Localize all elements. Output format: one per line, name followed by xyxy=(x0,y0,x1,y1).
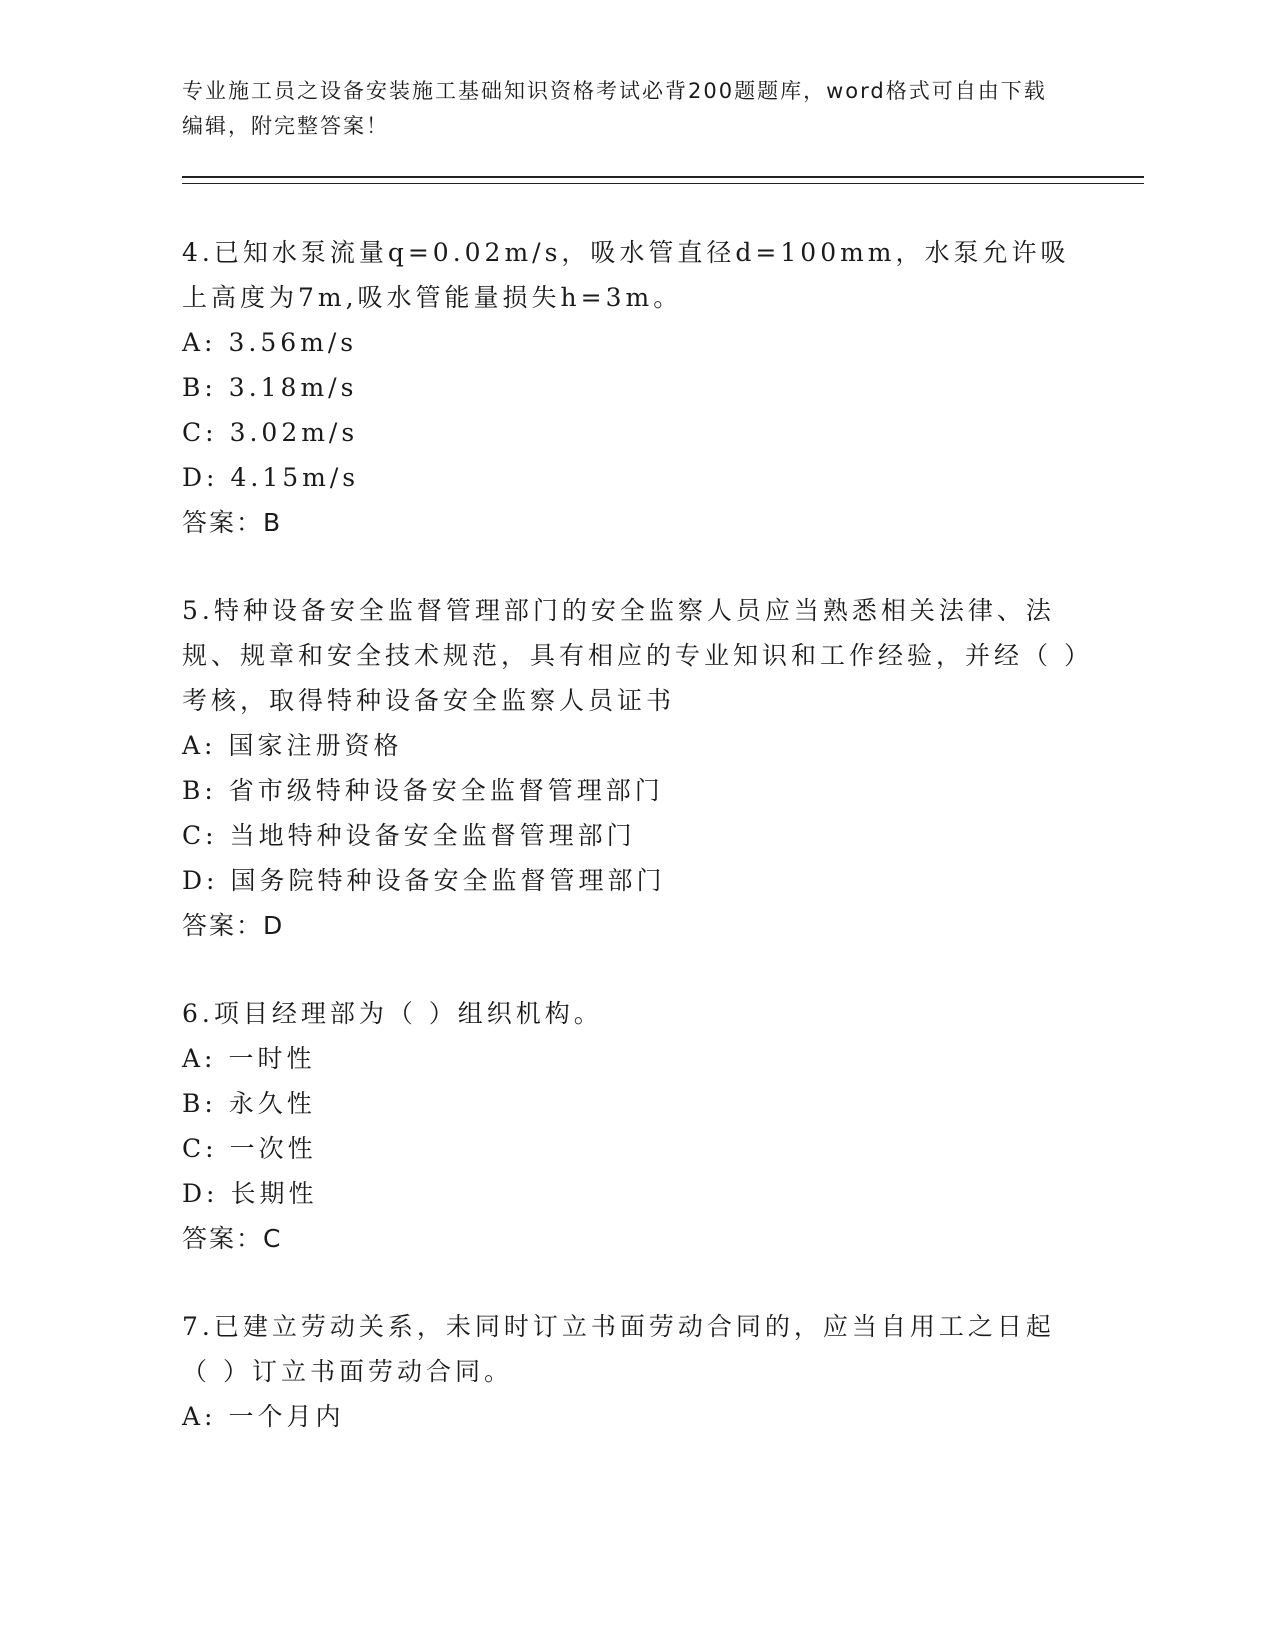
option-letter: B: xyxy=(182,373,217,402)
option-c xyxy=(182,1126,1082,1171)
option-text: 国务院特种设备安全监督管理部门 xyxy=(230,866,666,895)
option-b xyxy=(182,1081,1082,1126)
option-text: 3.56m/s xyxy=(228,328,358,357)
option-letter: B: xyxy=(182,776,217,805)
option-a xyxy=(182,1036,1082,1081)
question-stem: 5.特种设备安全监督管理部门的安全监察人员应当熟悉相关法律、法规、规章和安全技术规范，具有相应的专业知识和工作经验，并经（ ）考核，取得特种设备安全监察人员证书 xyxy=(182,596,1081,715)
option-text: 国家注册资格 xyxy=(228,731,403,760)
header-divider xyxy=(182,176,1144,184)
option-letter: A: xyxy=(182,328,217,357)
document-header xyxy=(182,74,1062,144)
option-a xyxy=(182,1394,1082,1439)
option-text: 4.15m/s xyxy=(230,463,360,492)
option-letter: C: xyxy=(182,1134,218,1163)
question-item xyxy=(182,1304,1082,1439)
option-a xyxy=(182,320,1082,365)
answer-line: 答案：C xyxy=(182,1224,283,1253)
option-text: 3.02m/s xyxy=(229,418,359,447)
question-stem: 6.项目经理部为（ ）组织机构。 xyxy=(182,999,603,1028)
answer-line: 答案：D xyxy=(182,911,285,940)
option-list xyxy=(182,320,1082,500)
option-list xyxy=(182,723,1082,903)
option-text: 一次性 xyxy=(229,1134,317,1163)
question-list xyxy=(182,230,1082,1482)
question-stem: 4.已知水泵流量q=0.02m/s，吸水管直径d=100mm，水泵允许吸上高度为7m,吸水管能量损失h=3m。 xyxy=(182,238,1070,312)
option-text: 省市级特种设备安全监督管理部门 xyxy=(228,776,664,805)
option-list xyxy=(182,1036,1082,1216)
option-letter: A: xyxy=(182,731,217,760)
document-title: 专业施工员之设备安装施工基础知识资格考试必背200题题库，word格式可自由下载编辑，附完整答案！ xyxy=(182,79,1047,138)
option-letter: A: xyxy=(182,1402,217,1431)
option-a xyxy=(182,723,1082,768)
option-letter: D: xyxy=(182,463,219,492)
option-text: 一时性 xyxy=(228,1044,316,1073)
option-b xyxy=(182,768,1082,813)
option-list xyxy=(182,1394,1082,1439)
option-text: 3.18m/s xyxy=(228,373,358,402)
question-item xyxy=(182,991,1082,1261)
question-stem: 7.已建立劳动关系，未同时订立书面劳动合同的，应当自用工之日起（ ）订立书面劳动合同。 xyxy=(182,1312,1055,1386)
option-letter: B: xyxy=(182,1089,217,1118)
option-letter: C: xyxy=(182,821,218,850)
option-d xyxy=(182,858,1082,903)
option-d xyxy=(182,1171,1082,1216)
option-letter: C: xyxy=(182,418,218,447)
option-letter: D: xyxy=(182,1179,219,1208)
option-letter: A: xyxy=(182,1044,217,1073)
option-c xyxy=(182,813,1082,858)
question-item xyxy=(182,230,1082,545)
option-text: 长期性 xyxy=(230,1179,318,1208)
option-c xyxy=(182,410,1082,455)
option-text: 一个月内 xyxy=(228,1402,345,1431)
option-b xyxy=(182,365,1082,410)
option-d xyxy=(182,455,1082,500)
option-letter: D: xyxy=(182,866,219,895)
option-text: 永久性 xyxy=(228,1089,316,1118)
question-item xyxy=(182,588,1082,948)
option-text: 当地特种设备安全监督管理部门 xyxy=(229,821,636,850)
answer-line: 答案：B xyxy=(182,508,283,537)
